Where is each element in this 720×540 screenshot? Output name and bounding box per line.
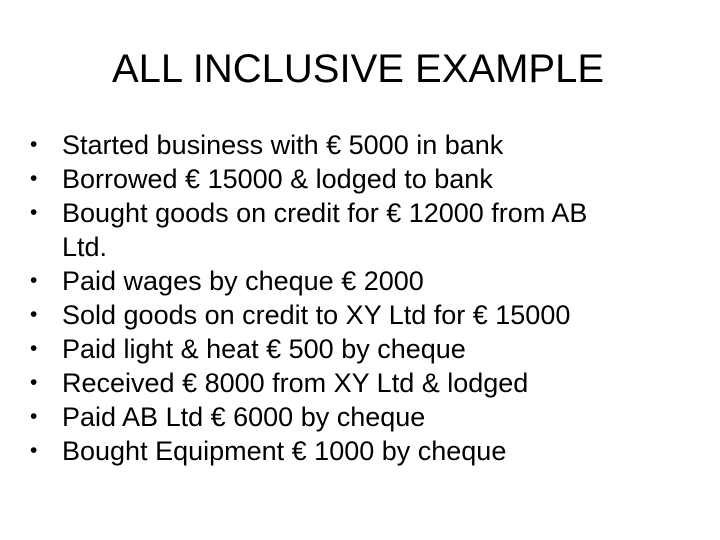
bullet-icon <box>30 162 50 196</box>
bullet-text: Borrowed € 15000 & lodged to bank <box>62 164 493 194</box>
bullet-icon <box>30 298 50 332</box>
bullet-text: Paid wages by cheque € 2000 <box>62 266 424 296</box>
bullet-text: Received € 8000 from XY Ltd & lodged <box>62 368 529 398</box>
bullet-item <box>30 434 700 468</box>
bullet-text: Started business with € 5000 in bank <box>62 130 504 160</box>
slide-title: ALL INCLUSIVE EXAMPLE <box>111 47 605 91</box>
bullet-item <box>30 162 700 196</box>
bullet-text: Sold goods on credit to XY Ltd for € 15000 <box>62 300 571 330</box>
bullet-icon <box>30 264 50 298</box>
bullet-text: Paid AB Ltd € 6000 by cheque <box>62 402 426 432</box>
bullet-item <box>30 196 700 264</box>
bullet-icon <box>30 400 50 434</box>
bullet-continuation-text: Ltd. <box>62 232 108 262</box>
bullet-text: Bought Equipment € 1000 by cheque <box>62 436 507 466</box>
bullet-item <box>30 366 700 400</box>
bullet-item <box>30 298 700 332</box>
bullet-icon <box>30 434 50 468</box>
bullet-item <box>30 264 700 298</box>
bullet-list <box>30 128 700 468</box>
bullet-icon <box>30 128 50 162</box>
bullet-icon <box>30 366 50 400</box>
bullet-item <box>30 400 700 434</box>
bullet-icon <box>30 332 50 366</box>
bullet-text: Bought goods on credit for € 12000 from AB <box>62 198 588 228</box>
bullet-text: Paid light & heat € 500 by cheque <box>62 334 466 364</box>
bullet-icon <box>30 196 50 230</box>
bullet-item <box>30 128 700 162</box>
bullet-item <box>30 332 700 366</box>
